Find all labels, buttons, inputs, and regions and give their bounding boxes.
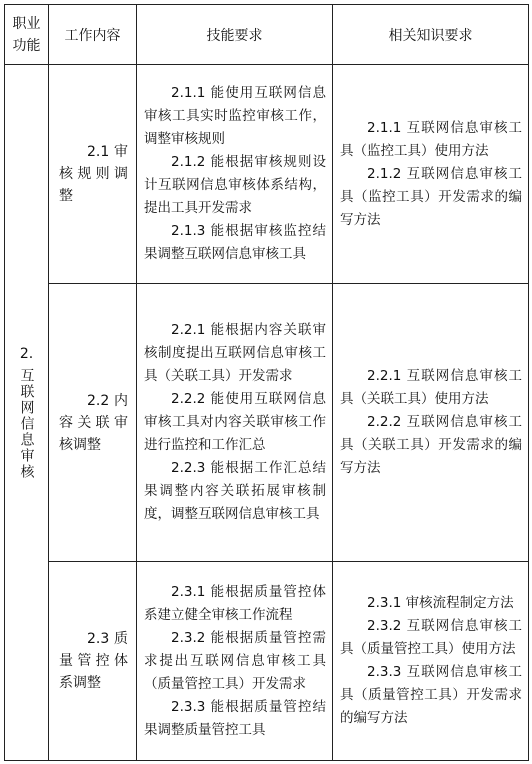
header-skills: 技能要求 [137, 5, 333, 65]
skill-item: 2.1.3 能根据审核监控结果调整互联网信息审核工具 [144, 223, 326, 262]
skill-item: 2.3.1 能根据质量管控体系建立健全审核工作流程 [144, 583, 326, 623]
table-row [5, 65, 529, 284]
table-row [5, 562, 529, 761]
work-content-cell [49, 284, 137, 562]
knowledge-cell [333, 562, 529, 761]
header-function-line1: 职业 [12, 15, 41, 32]
knowledge-item: 2.2.2 互联网信息审核工具（关联工具）开发需求的编写方法 [340, 414, 522, 476]
skill-item: 2.2.1 能根据内容关联审核制度提出互联网信息审核工具（关联工具）开发需求 [144, 322, 326, 384]
knowledge-item: 2.3.1 审核流程制定方法 [367, 595, 514, 611]
header-knowledge: 相关知识要求 [333, 5, 529, 65]
work-content-cell [49, 65, 137, 284]
work-content: 2.3 质量管控体系调整 [59, 631, 128, 691]
function-cell [5, 65, 49, 761]
knowledge-item: 2.3.2 互联网信息审核工具（质量管控工具）使用方法 [340, 618, 522, 657]
skills-table [4, 4, 529, 761]
skills-cell [137, 284, 333, 562]
skill-item: 2.1.1 能使用互联网信息审核工具实时监控审核工作，调整审核规则 [144, 85, 326, 147]
skills-cell [137, 562, 333, 761]
table-row [5, 284, 529, 562]
header-function [5, 5, 49, 65]
skill-item: 2.3.2 能根据质量管控需求提出互联网信息审核工具（质量管控工具）开发需求 [144, 629, 326, 692]
knowledge-item: 2.3.3 互联网信息审核工具（质量管控工具）开发需求的编写方法 [340, 664, 522, 726]
function-name: 互联网信息审核 [18, 367, 35, 480]
knowledge-item: 2.1.1 互联网信息审核工具（监控工具）使用方法 [340, 119, 522, 159]
function-number: 2. [19, 345, 34, 362]
knowledge-cell [333, 65, 529, 284]
knowledge-cell [333, 284, 529, 562]
header-work-content: 工作内容 [49, 5, 137, 65]
knowledge-item: 2.2.1 互联网信息审核工具（关联工具）使用方法 [340, 368, 522, 407]
work-content: 2.1 审核规则调整 [59, 144, 128, 204]
skills-cell [137, 65, 333, 284]
skill-item: 2.2.3 能根据工作汇总结果调整内容关联拓展审核制度，调整互联网信息审核工具 [144, 460, 326, 522]
work-content-cell [49, 562, 137, 761]
work-content: 2.2 内容关联审核调整 [59, 392, 128, 453]
header-row [5, 5, 529, 65]
skill-item: 2.3.3 能根据质量管控结果调整质量管控工具 [144, 698, 326, 738]
skill-item: 2.2.2 能使用互联网信息审核工具对内容关联审核工作进行监控和工作汇总 [144, 391, 326, 453]
knowledge-item: 2.1.2 互联网信息审核工具（监控工具）开发需求的编写方法 [340, 165, 522, 228]
skill-item: 2.1.2 能根据审核规则设计互联网信息审核体系结构，提出工具开发需求 [144, 154, 326, 216]
header-function-line2: 功能 [12, 37, 41, 54]
